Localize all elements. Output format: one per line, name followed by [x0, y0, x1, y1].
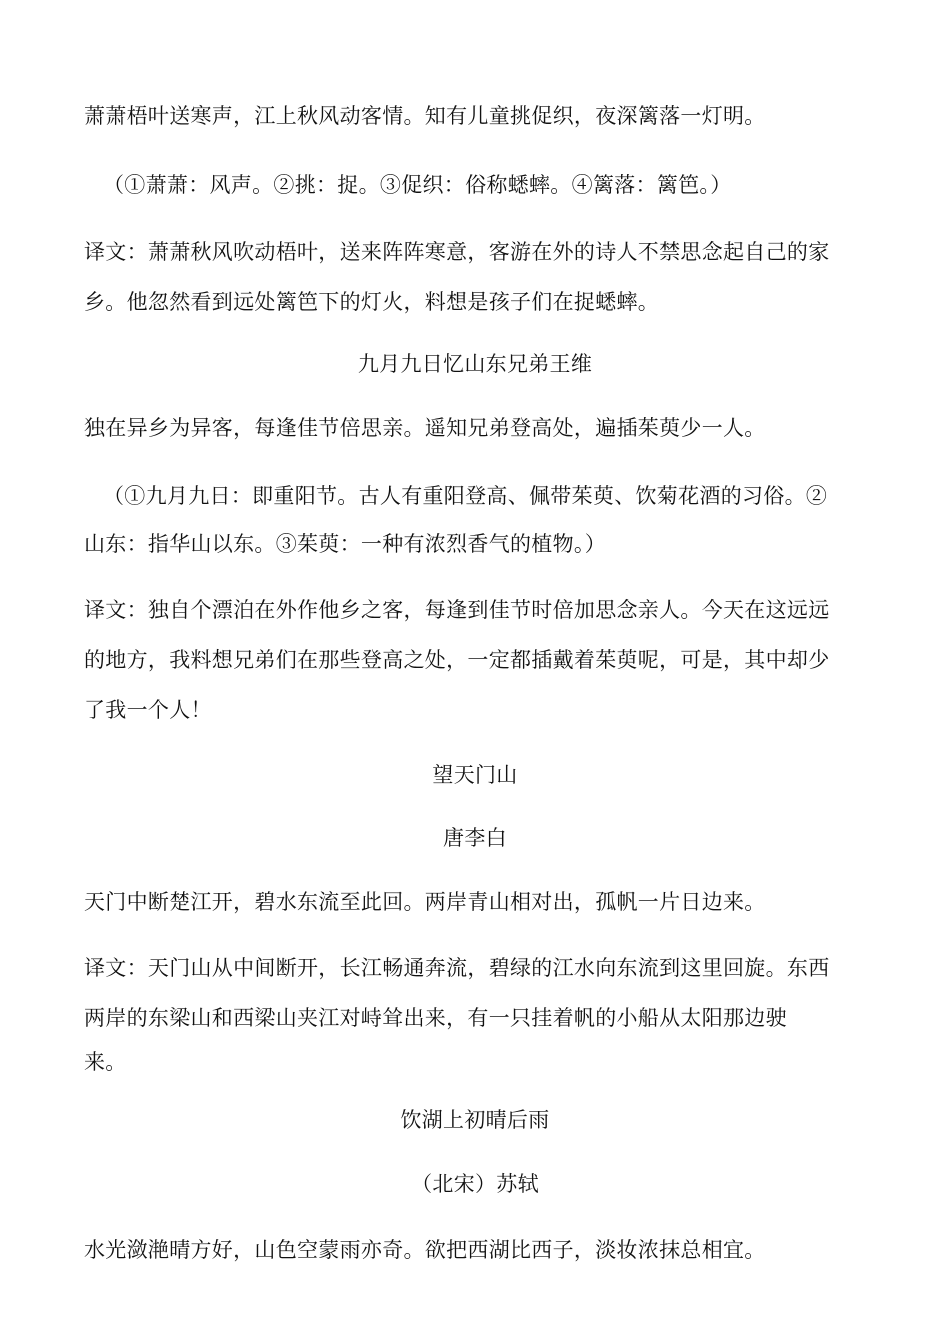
- poem-text: 萧萧梧叶送寒声，江上秋风动客情。知有儿童挑促织，夜深篱落一灯明。: [84, 104, 766, 128]
- translation-line: 译文：天门山从中间断开，长江畅通奔流，碧绿的江水向东流到这里回旋。东西: [84, 956, 830, 980]
- poem-title: 九月九日忆山东兄弟王维: [357, 352, 593, 376]
- poem-notes: 山东：指华山以东。③茱萸：一种有浓烈香气的植物。）: [84, 532, 606, 556]
- poem-notes: （①萧萧：风声。②挑：捉。③促织：俗称蟋蟀。④篱落：篱笆。）: [103, 173, 732, 197]
- translation-line: 了我一个人！: [84, 698, 212, 722]
- translation-line: 乡。他忽然看到远处篱笆下的灯火，料想是孩子们在捉蟋蟀。: [84, 290, 660, 314]
- poem-title: 望天门山: [432, 763, 518, 787]
- poem-author: 唐李白: [443, 826, 507, 850]
- poem-text: 水光潋滟晴方好，山色空蒙雨亦奇。欲把西湖比西子，淡妆浓抹总相宜。: [84, 1238, 766, 1262]
- translation-line: 的地方，我料想兄弟们在那些登高之处，一定都插戴着茱萸呢，可是，其中却少: [84, 648, 830, 672]
- translation-line: 译文：萧萧秋风吹动梧叶，送来阵阵寒意，客游在外的诗人不禁思念起自己的家: [84, 240, 830, 264]
- translation-line: 两岸的东梁山和西梁山夹江对峙耸出来，有一只挂着帆的小船从太阳那边驶: [84, 1006, 787, 1030]
- translation-line: 译文：独自个漂泊在外作他乡之客，每逢到佳节时倍加思念亲人。今天在这远远: [84, 598, 830, 622]
- translation-line: 来。: [84, 1050, 127, 1074]
- poem-notes: （①九月九日：即重阳节。古人有重阳登高、佩带茱萸、饮菊花酒的习俗。②: [103, 484, 828, 508]
- poem-title: 饮湖上初晴后雨: [400, 1108, 550, 1132]
- poem-text: 独在异乡为异客，每逢佳节倍思亲。遥知兄弟登高处，遍插茱萸少一人。: [84, 416, 766, 440]
- poem-author: （北宋）苏轼: [411, 1172, 539, 1196]
- poem-text: 天门中断楚江开，碧水东流至此回。两岸青山相对出，孤帆一片日边来。: [84, 890, 766, 914]
